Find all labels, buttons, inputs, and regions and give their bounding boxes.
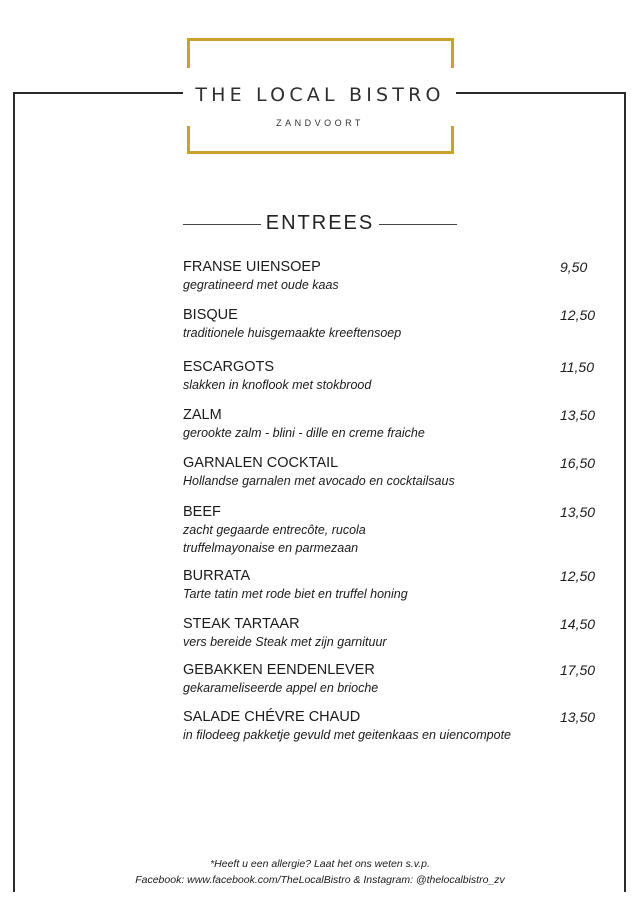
menu-item-desc: gekarameliseerde appel en brioche	[183, 681, 379, 695]
menu-item-desc: truffelmayonaise en parmezaan	[183, 541, 359, 555]
brand-location: ZANDVOORT	[276, 118, 364, 128]
menu-item	[183, 708, 596, 744]
menu-item-name: ESCARGOTS	[183, 359, 275, 375]
menu-item-desc: in filodeeg pakketje gevuld met geitenkaas en uiencompote	[183, 728, 511, 742]
menu-item-desc: Tarte tatin met rode biet en truffel honing	[183, 587, 408, 601]
menu-item-price: 14,50	[560, 616, 596, 632]
menu-item-price: 16,50	[560, 455, 596, 471]
menu-item-name: GARNALEN COCKTAIL	[183, 455, 339, 471]
menu-item-name: BURRATA	[183, 568, 251, 584]
menu-item-name: FRANSE UIENSOEP	[183, 259, 321, 275]
menu-item	[183, 358, 594, 394]
menu-item-name: BEEF	[183, 504, 221, 520]
menu-item	[183, 661, 596, 697]
menu-item	[183, 615, 596, 651]
menu-item-price: 12,50	[560, 307, 596, 323]
menu-item	[183, 406, 596, 442]
menu-item-desc: gegratineerd met oude kaas	[183, 278, 339, 292]
menu-item-price: 13,50	[560, 709, 596, 725]
menu-item	[183, 567, 596, 603]
menu-item-desc: zacht gegaarde entrecôte, rucola	[183, 523, 366, 537]
menu-item	[183, 503, 596, 557]
menu-item-name: ZALM	[183, 407, 222, 423]
menu-item-price: 17,50	[560, 662, 596, 678]
menu-item-desc: vers bereide Steak met zijn garnituur	[183, 635, 387, 649]
brand-title	[0, 84, 640, 106]
menu-item-name: STEAK TARTAAR	[183, 616, 300, 632]
menu-item-name: BISQUE	[183, 307, 238, 323]
section-title: ENTREES	[265, 212, 375, 234]
menu-item	[183, 454, 596, 490]
menu-item	[183, 306, 596, 342]
menu-item-name: SALADE CHÉVRE CHAUD	[183, 709, 361, 725]
menu-item-desc: gerookte zalm - blini - dille en creme fraiche	[183, 426, 425, 440]
allergy-note: *Heeft u een allergie? Laat het ons weten s.v.p.	[210, 858, 430, 870]
menu-item-desc: Hollandse garnalen met avocado en cocktailsaus	[183, 474, 455, 488]
menu-item-desc: slakken in knoflook met stokbrood	[183, 378, 372, 392]
gold-bracket-top	[187, 38, 454, 41]
menu-item-price: 9,50	[560, 259, 588, 275]
gold-bracket-top-right	[451, 38, 454, 68]
social-links: Facebook: www.facebook.com/TheLocalBistro & Instagram: @thelocalbistro_zv	[135, 874, 505, 886]
menu-item-desc: traditionele huisgemaakte kreeftensoep	[183, 326, 402, 340]
gold-bracket-top-left	[187, 38, 190, 68]
menu-item-price: 12,50	[560, 568, 596, 584]
menu-item-price: 11,50	[560, 359, 594, 375]
menu-item-price: 13,50	[560, 407, 596, 423]
brand-title-text: THE LOCAL BISTRO	[187, 84, 452, 106]
gold-bracket-bottom-right	[451, 126, 454, 154]
menu-item-name: GEBAKKEN EENDENLEVER	[183, 662, 375, 678]
gold-bracket-bottom	[187, 151, 454, 154]
menu-item	[183, 258, 588, 294]
gold-bracket-bottom-left	[187, 126, 190, 154]
menu-item-price: 13,50	[560, 504, 596, 520]
